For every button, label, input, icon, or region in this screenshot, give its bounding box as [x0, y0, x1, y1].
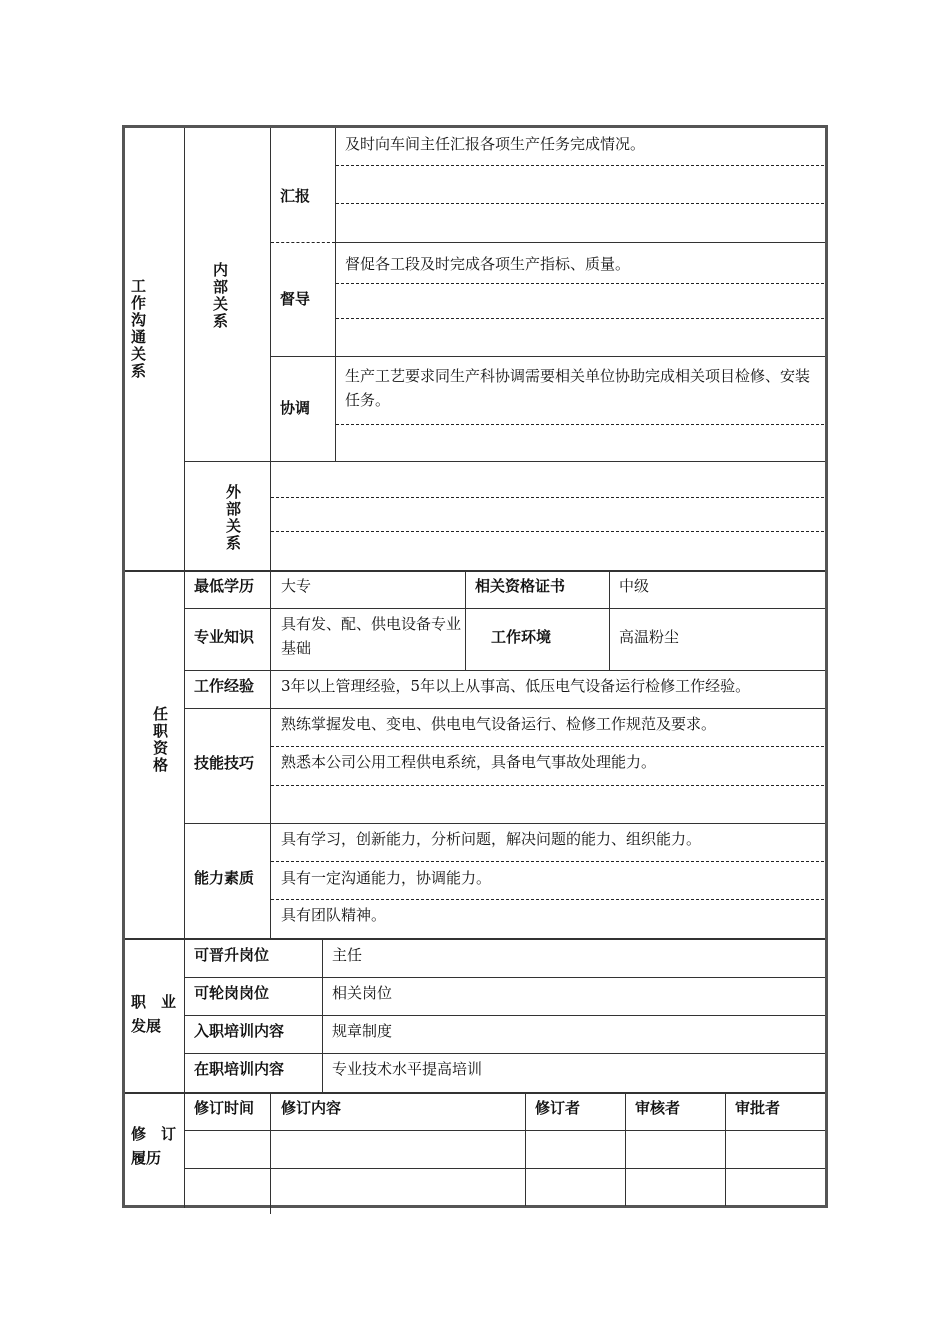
education-value: 大专	[281, 577, 312, 595]
revision-header-time: 修订时间	[194, 1099, 255, 1117]
divider-row	[185, 608, 825, 609]
knowledge-label: 专业知识	[194, 628, 255, 646]
coordinate-text: 生产工艺要求同生产科协调需要相关单位协助完成相关项目检修、安装任务。	[345, 367, 811, 409]
internal-relations-title: 内部关系	[211, 262, 229, 330]
divider-row	[185, 1015, 825, 1016]
divider-dashed	[271, 785, 824, 786]
skill-item: 熟悉本公司公用工程供电系统，具备电气事故处理能力。	[281, 753, 657, 771]
skill-item: 熟练掌握发电、变电、供电电气设备运行、检修工作规范及要求。	[281, 715, 717, 733]
divider-dashed	[336, 318, 824, 319]
divider-row	[185, 1130, 825, 1131]
section-divider	[125, 1092, 825, 1094]
ability-item: 具有一定沟通能力，协调能力。	[281, 869, 492, 887]
col-divider-relation-type	[335, 128, 336, 462]
col-divider-revision	[525, 1094, 526, 1206]
col-divider-mid	[465, 572, 466, 670]
career-label: 入职培训内容	[194, 1022, 285, 1040]
divider-dashed	[336, 283, 824, 284]
revision-header-reviser: 修订者	[535, 1099, 581, 1117]
section-divider	[125, 570, 825, 572]
divider-dashed	[271, 861, 824, 862]
section-title-career-2: 发展	[131, 1017, 162, 1035]
revision-header-reviewer: 审核者	[635, 1099, 681, 1117]
revision-header-content: 修订内容	[281, 1099, 342, 1117]
experience-value: 3年以上管理经验，5年以上从事高、低压电气设备运行检修工作经验。	[281, 677, 751, 695]
divider-row	[185, 977, 825, 978]
education-label: 最低学历	[194, 577, 255, 595]
divider-dashed	[271, 746, 824, 747]
environment-value: 高温粉尘	[619, 628, 680, 646]
col-divider-revision	[625, 1094, 626, 1206]
career-value: 专业技术水平提高培训	[332, 1060, 483, 1078]
career-value: 规章制度	[332, 1022, 393, 1040]
coordinate-label: 协调	[280, 399, 311, 417]
divider-row	[185, 1168, 825, 1169]
section-title-revision-2: 履历	[131, 1149, 162, 1167]
divider-dashed	[336, 165, 824, 166]
supervise-text: 督促各工段及时完成各项生产指标、质量。	[345, 255, 631, 273]
col-divider-revision	[270, 1094, 271, 1214]
external-relations-title: 外部关系	[224, 484, 242, 552]
divider-dashed	[271, 497, 824, 498]
col-divider-internal	[270, 128, 271, 462]
divider-row	[185, 461, 825, 462]
career-value: 相关岗位	[332, 984, 393, 1002]
environment-label: 工作环境	[491, 628, 552, 646]
col-divider-label	[270, 572, 271, 938]
section-title-career-1: 职 业	[131, 993, 177, 1011]
ability-label: 能力素质	[194, 869, 255, 887]
ability-item: 具有团队精神。	[281, 906, 387, 924]
section-title-revision-1: 修 订	[131, 1125, 177, 1143]
divider-row	[185, 670, 825, 671]
divider-dashed	[271, 242, 335, 243]
supervise-label: 督导	[280, 290, 311, 308]
divider-dashed	[271, 899, 824, 900]
col-divider-external	[270, 462, 271, 570]
col-divider-section	[184, 128, 185, 1208]
career-label: 在职培训内容	[194, 1060, 285, 1078]
report-text: 及时向车间主任汇报各项生产任务完成情况。	[345, 135, 646, 153]
career-value: 主任	[332, 946, 363, 964]
career-label: 可晋升岗位	[194, 946, 270, 964]
revision-header-approver: 审批者	[735, 1099, 781, 1117]
experience-label: 工作经验	[194, 677, 255, 695]
col-divider-revision	[725, 1094, 726, 1206]
section-title-qualification: 任职资格	[151, 706, 169, 774]
section-divider	[125, 938, 825, 940]
divider-dashed	[336, 203, 824, 204]
section-title-communication: 工作沟通关系	[129, 278, 147, 380]
report-label: 汇报	[280, 187, 311, 205]
divider-dashed	[271, 531, 824, 532]
divider-dashed	[336, 424, 824, 425]
divider-row	[185, 1053, 825, 1054]
divider-row	[336, 242, 825, 243]
ability-item: 具有学习，创新能力，分析问题，解决问题的能力、组织能力。	[281, 830, 702, 848]
knowledge-value: 具有发、配、供电设备专业基础	[281, 615, 462, 657]
divider-row	[271, 356, 825, 357]
divider-row	[185, 708, 825, 709]
certificate-value: 中级	[619, 577, 650, 595]
divider-row	[185, 823, 825, 824]
skills-label: 技能技巧	[194, 754, 255, 772]
certificate-label: 相关资格证书	[475, 577, 566, 595]
career-label: 可轮岗岗位	[194, 984, 270, 1002]
col-divider-mid2	[609, 572, 610, 670]
col-divider-career	[322, 940, 323, 1092]
